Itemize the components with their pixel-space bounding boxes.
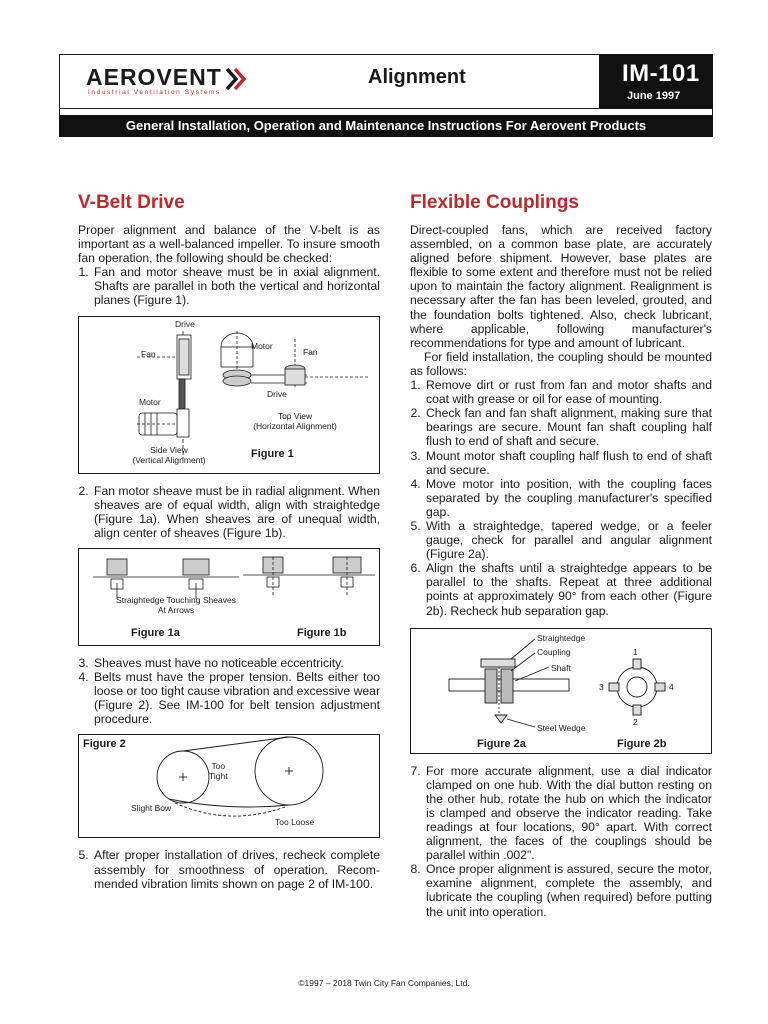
list-item: 8. Once proper alignment is assured, secure the motor, examine alignment, complete the assembly, and lubricate the coupling (when required) before putting the unit into operation. [424, 862, 712, 918]
fig1a-caption-line1: Straightedge Touching Sheaves [116, 594, 236, 605]
document-code-badge [599, 54, 713, 109]
figure-1a-label: Figure 1a [131, 626, 180, 639]
document-code: IM-101 [622, 60, 700, 87]
fig2-too-loose: Too Loose [275, 817, 315, 828]
figure-2 [78, 734, 380, 838]
fig1-fan-left: Fan [141, 348, 156, 359]
fig1-side-view [119, 445, 219, 465]
fig1-top-view [235, 411, 355, 431]
figure-2a-label: Figure 2a [477, 737, 526, 750]
vbelt-intro: Proper alignment and balance of the V-belt is as important as a well-balanced impeller. To insure smooth fan operation, the following should be checked: [78, 223, 380, 266]
fig1-drive-right: Drive [267, 388, 287, 399]
figure-1 [78, 316, 380, 474]
list-item: 2. Fan motor sheave must be in radial alignment. When sheaves are of equal width, align with straightedge (Figure 1a). When sheaves are of unequal width, align center of sheaves (Figure 1b). [92, 484, 380, 540]
logo-chevron-icon [225, 67, 247, 91]
fig2a-straightedge: Straightedge [537, 632, 586, 643]
fig1a-caption [101, 595, 251, 615]
list-item: 2. Check fan and fan shaft alignment, making sure that bearings are secure. Mount fan shaft coupling half flush to end of shaft and secure. [424, 406, 712, 448]
fig1-motor-left: Motor [139, 396, 161, 407]
page-title: Alignment [368, 66, 466, 88]
list-item: 5. With a straightedge, tapered wedge, or a feeler gauge, check for parallel and angular alignment (Figure 2a). [424, 519, 712, 561]
list-item: 4. Move motor into position, with the coupling faces separated by the coupling manufacturer's specified gap. [424, 477, 712, 519]
figure-2a-2b [410, 628, 712, 754]
figure-1a-1b [78, 548, 380, 646]
vbelt-list-5 [78, 848, 380, 890]
fig2a-steel-wedge: Steel Wedge [537, 722, 586, 733]
fig2-too-tight-line2: Tight [209, 771, 228, 782]
list-item: 1. Fan and motor sheave must be in axial alignment. Shafts are parallel in both the vertical and horizontal planes (Figure 1). [92, 265, 380, 307]
vbelt-heading: V-Belt Drive [78, 192, 185, 213]
fig1-top-view-title: Top View [277, 410, 313, 421]
document-date: June 1997 [627, 90, 681, 102]
fig1-fan-right: Fan [303, 346, 318, 357]
right-column [410, 192, 712, 919]
figure-1-label: Figure 1 [251, 447, 294, 460]
fig1-side-view-sub: (Vertical Alignment) [132, 454, 206, 465]
couplings-list-7 [410, 764, 712, 919]
fig1-top-view-sub: (Horizontal Alignment) [253, 420, 337, 431]
aerovent-logo [86, 64, 246, 100]
header-divider [59, 108, 599, 109]
couplings-heading: Flexible Couplings [410, 192, 579, 213]
figure-1b-label: Figure 1b [297, 626, 347, 639]
fig2b-point-1: 1 [633, 646, 638, 657]
couplings-intro: Direct-coupled fans, which are received factory assembled, on a common base plate, are accurately aligned before shipment. However, base plates are flexible to some extent and therefore must not be relied upon to maintain the factory alignment. Realignment is necessary after the fan has been leveled, grouted, and the foundation bolts tightened. Also, check lubricant, where applicable, following manufacturer's recommendations for type and amount of lubricant. [410, 223, 712, 350]
fig2b-point-2: 2 [633, 716, 638, 727]
vbelt-list-2 [78, 484, 380, 540]
fig2-too-tight [209, 761, 228, 781]
fig1a-caption-line2: At Arrows [157, 604, 195, 615]
list-item: 3. Mount motor shaft coupling half flush to end of shaft and secure. [424, 449, 712, 477]
fig2-too-tight-line1: Too [211, 761, 226, 772]
list-item: 6. Align the shafts until a straightedge appears to be parallel to the shafts. Repeat at three additional points at approximately 90° from each other (Figure 2b). Recheck hub separation gap. [424, 561, 712, 617]
vbelt-list-1 [78, 265, 380, 307]
list-item: 3. Sheaves must have no noticeable eccentricity. [92, 656, 380, 670]
list-item: 1. Remove dirt or rust from fan and motor shafts and coat with grease or oil for ease of mounting. [424, 378, 712, 406]
fig1-motor-right: Motor [251, 340, 273, 351]
logo-tagline: Industrial Ventilation Systems [88, 89, 221, 96]
list-item: 5. After proper installation of drives, recheck complete assembly for smoothness of operation. Recom-mended vibration limits shown on page 2 of IM-100. [92, 848, 380, 890]
couplings-intro-2: For field installation, the coupling should be mounted as follows: [410, 349, 712, 378]
logo-wordmark: AEROVENT [86, 64, 222, 90]
figure-2b-label: Figure 2b [617, 737, 667, 750]
fig2a-coupling: Coupling [537, 646, 571, 657]
list-item: 7. For more accurate alignment, use a dial indicator clamped on one hub. With the dial button resting on the other hub, rotate the hub on which the indicator is clamped and observe the indicator reading. Take readings at four locations, 90° apart. With correct alignment, the faces of the couplings should be parallel within .002". [424, 764, 712, 863]
figure-2-label: Figure 2 [83, 738, 126, 751]
header-band: General Installation, Operation and Maintenance Instructions For Aerovent Products [59, 115, 713, 137]
fig2b-point-4: 4 [669, 681, 674, 692]
fig1-side-view-title: Side View [150, 444, 188, 455]
fig2a-shaft: Shaft [551, 662, 571, 673]
fig2b-point-3: 3 [599, 681, 604, 692]
vbelt-list-3 [78, 656, 380, 726]
left-column [78, 192, 380, 891]
copyright-footer: ©1997 – 2018 Twin City Fan Companies, Ltd. [298, 978, 470, 988]
fig1-drive-top: Drive [175, 318, 195, 329]
couplings-list-1 [410, 378, 712, 618]
fig2-slight-bow: Slight Bow [131, 803, 172, 814]
list-item: 4. Belts must have the proper tension. Belts either too loose or too tight cause vibration and excessive wear (Figure 2). See IM-100 for belt tension adjustment procedure. [92, 670, 380, 726]
